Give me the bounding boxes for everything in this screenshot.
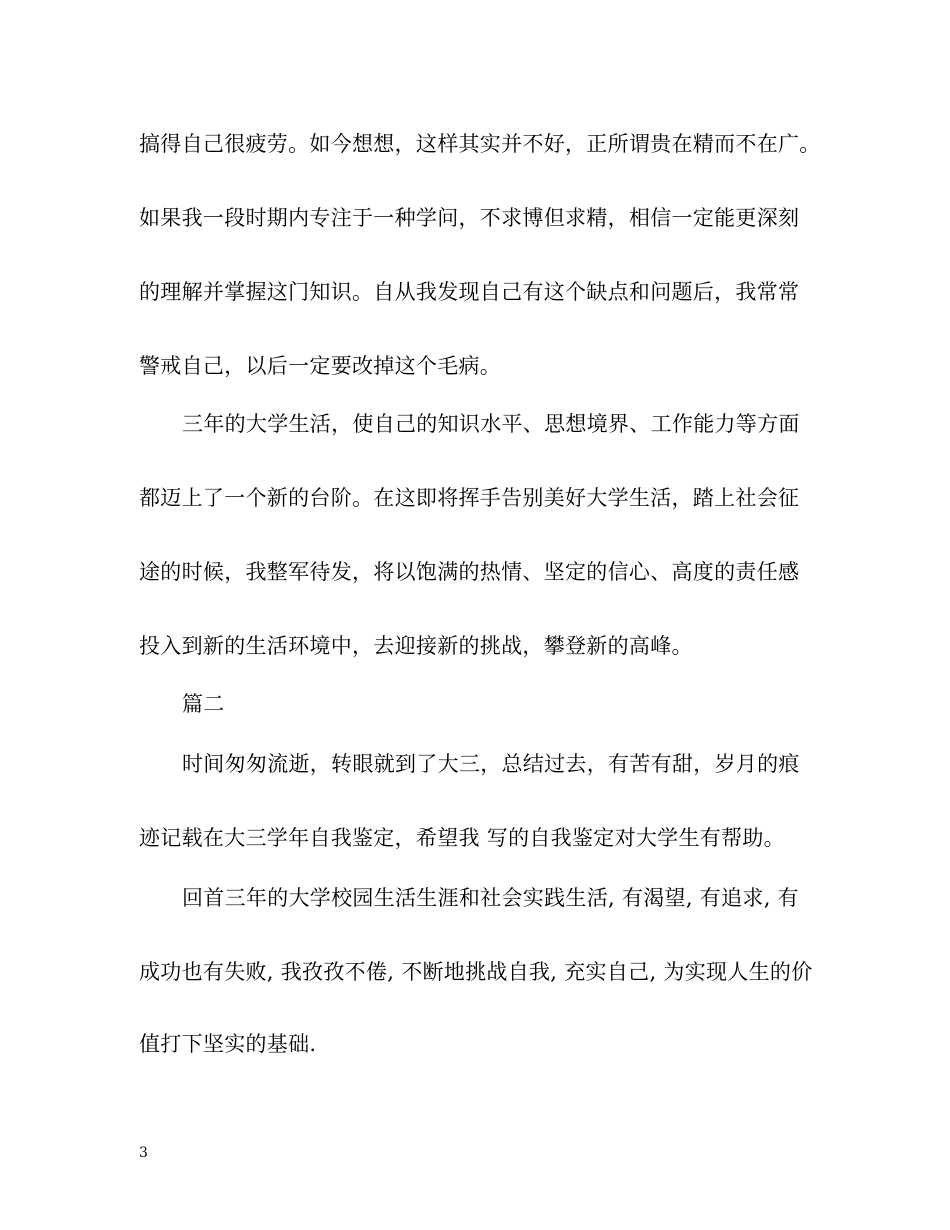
text-line: 时间匆匆流逝，转眼就到了大三，总结过去，有苦有甜，岁月的痕 xyxy=(182,752,800,776)
text-line: 成功也有失败, 我孜孜不倦, 不断地挑战自我, 充实自己, 为实现人生的价 xyxy=(139,960,813,984)
page-number: 3 xyxy=(139,1145,148,1161)
text-line: 三年的大学生活，使自己的知识水平、思想境界、工作能力等方面 xyxy=(182,412,800,436)
text-line: 途的时候，我整军待发，将以饱满的热情、坚定的信心、高度的责任感 xyxy=(139,560,800,584)
text-line: 回首三年的大学校园生活生涯和社会实践生活, 有渴望, 有追求, 有 xyxy=(182,886,799,910)
text-line: 的理解并掌握这门知识。自从我发现自己有这个缺点和问题后，我常常 xyxy=(139,280,800,304)
text-line: 值打下坚实的基础. xyxy=(139,1032,317,1056)
text-line: 迹记载在大三学年自我鉴定，希望我 写的自我鉴定对大学生有帮助。 xyxy=(139,826,785,850)
text-line: 警戒自己，以后一定要改掉这个毛病。 xyxy=(139,354,502,378)
text-line: 搞得自己很疲劳。如今想想，这样其实并不好，正所谓贵在精而不在广。 xyxy=(139,132,821,156)
text-line: 投入到新的生活环境中，去迎接新的挑战，攀登新的高峰。 xyxy=(139,634,693,658)
text-line: 都迈上了一个新的台阶。在这即将挥手告别美好大学生活，踏上社会征 xyxy=(139,486,800,510)
section-heading: 篇二 xyxy=(182,692,225,716)
text-line: 如果我一段时期内专注于一种学问，不求博但求精，相信一定能更深刻 xyxy=(139,206,800,230)
